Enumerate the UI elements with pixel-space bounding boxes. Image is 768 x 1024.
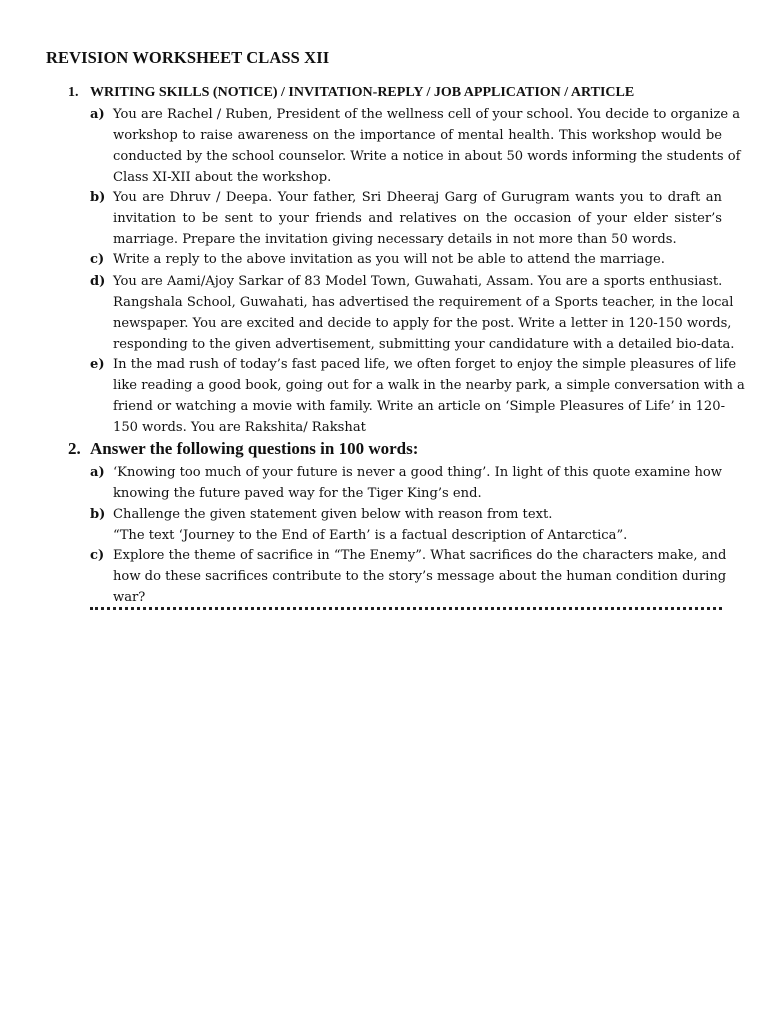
section-1-title: WRITING SKILLS (NOTICE) / INVITATION-REPLY / JOB APPLICATION / ARTICLE (90, 85, 635, 100)
section-1-number: 1. (68, 85, 79, 100)
question-letter: e) (90, 357, 105, 372)
question-letter: b) (90, 507, 106, 522)
question-text-line: knowing the future paved way for the Tiger King’s end. (113, 486, 482, 501)
question-text-line: workshop to raise awareness on the importance of mental health. This workshop would be (113, 128, 722, 143)
question-text-line: conducted by the school counselor. Write a notice in about 50 words informing the students of (113, 149, 741, 164)
question-text-line: ‘Knowing too much of your future is never a good thing’. In light of this quote examine how (113, 465, 722, 480)
question-1a (90, 104, 741, 188)
page-title: REVISION WORKSHEET CLASS XII (46, 48, 330, 67)
question-text-line: like reading a good book, going out for a walk in the nearby park, a simple conversation with a (113, 378, 745, 393)
question-letter: a) (90, 107, 105, 122)
question-text-line: Challenge the given statement given below with reason from text. (113, 507, 553, 522)
question-text-line: Class XI-XII about the workshop. (113, 170, 332, 185)
dotted-divider (90, 607, 722, 613)
question-2b (90, 504, 722, 546)
question-text-line: In the mad rush of today’s fast paced life, we often forget to enjoy the simple pleasures of life (113, 357, 737, 372)
question-2c (90, 545, 727, 608)
section-2-number: 2. (68, 439, 81, 458)
question-text-line: newspaper. You are excited and decide to apply for the post. Write a letter in 120-150 words, (113, 316, 732, 331)
question-text-line: “The text ‘Journey to the End of Earth’ is a factual description of Antarctica”. (113, 528, 628, 543)
question-letter: d) (90, 274, 106, 289)
question-text-line: how do these sacrifices contribute to the story’s message about the human condition during (113, 569, 727, 584)
question-text-line: invitation to be sent to your friends and relatives on the occasion of your elder sister’s (113, 211, 722, 226)
question-text-line: friend or watching a movie with family. Write an article on ‘Simple Pleasures of Life’ in 120- (113, 399, 725, 414)
question-text-line: marriage. Prepare the invitation giving necessary details in not more than 50 words. (113, 232, 677, 247)
question-letter: c) (90, 252, 105, 267)
question-1e (90, 354, 745, 438)
question-1b (90, 187, 722, 250)
question-text-line: responding to the given advertisement, submitting your candidature with a detailed bio-data. (113, 337, 735, 352)
question-text-line: Rangshala School, Guwahati, has advertised the requirement of a Sports teacher, in the local (113, 295, 734, 310)
question-text-line: You are Aami/Ajoy Sarkar of 83 Model Town, Guwahati, Assam. You are a sports enthusiast. (113, 274, 723, 289)
question-text-line: Explore the theme of sacrifice in “The Enemy”. What sacrifices do the characters make, and (113, 548, 727, 563)
section-2-title: Answer the following questions in 100 words: (90, 439, 419, 458)
section-1-heading (68, 85, 634, 101)
question-text-line: Write a reply to the above invitation as you will not be able to attend the marriage. (113, 252, 665, 267)
question-1c (90, 249, 722, 270)
question-text-line: war? (113, 590, 146, 605)
question-text-line: 150 words. You are Rakshita/ Rakshat (113, 420, 366, 435)
question-2a (90, 462, 722, 504)
question-1d (90, 271, 735, 355)
question-letter: a) (90, 465, 105, 480)
section-2-heading (68, 439, 418, 459)
question-letter: b) (90, 190, 106, 205)
question-text-line: You are Dhruv / Deepa. Your father, Sri Dheeraj Garg of Gurugram wants you to draft an (113, 190, 722, 205)
question-letter: c) (90, 548, 105, 563)
question-text-line: You are Rachel / Ruben, President of the wellness cell of your school. You decide to organize a (113, 107, 741, 122)
